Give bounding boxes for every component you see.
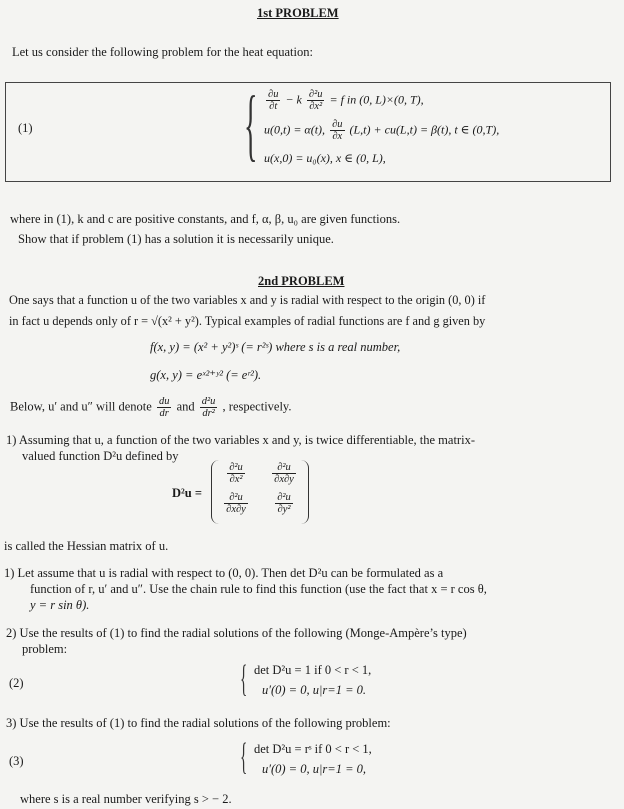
- left-brace-icon: {: [244, 81, 258, 169]
- hessian-label: D²u =: [172, 486, 202, 500]
- system2-label: (2): [9, 676, 24, 690]
- problem2-line1: One says that a function u of the two variables x and y is radial with respect to the origin (0, 0) if: [9, 293, 486, 307]
- matrix-cell-xx: $\frac{\text{∂²u}}{\text{∂x²}}$: [229, 462, 243, 485]
- system3-label: (3): [9, 754, 24, 768]
- equation-label: (1): [18, 121, 33, 135]
- matrix-cell-yy: $\frac{\text{∂²u}}{\text{∂y²}}$: [277, 492, 291, 515]
- part1-line-c: y = r sin θ).: [30, 598, 90, 612]
- example-f: f(x, y) = (x² + y²)ˢ (= r²ˢ) where s is a real number,: [150, 340, 401, 354]
- part3-line: 3) Use the results of (1) to find the radial solutions of the following problem:: [6, 716, 391, 730]
- problem2-title: 2nd PROBLEM: [258, 274, 345, 288]
- problem1-show: Show that if problem (1) has a solution it is necessarily unique.: [18, 232, 334, 246]
- problem1-title: 1st PROBLEM: [257, 6, 339, 20]
- example-g: g(x, y) = eˣ²⁺ʸ² (= eʳ²).: [150, 368, 262, 382]
- problem1-where: where in (1), k and c are positive constants, and f, α, β, u₀ are given functions.: [10, 212, 401, 226]
- left-brace-icon: {: [240, 658, 248, 700]
- matrix-cell-yx: $\frac{\text{∂²u}}{\partial x\partial y}$: [226, 492, 246, 515]
- problem1-intro: Let us consider the following problem for the heat equation:: [12, 45, 313, 59]
- condition-on-s: where s is a real number verifying s > − 2.: [20, 792, 232, 806]
- part2-line-a: 2) Use the results of (1) to find the radial solutions of the following (Monge-Ampère’s type): [6, 626, 467, 640]
- problem2-line2: in fact u depends only of r = √(x² + y²). Typical examples of radial functions are f and g given by: [9, 314, 486, 328]
- left-brace-icon: {: [240, 736, 248, 778]
- part1-line-b: function of r, u′ and u″. Use the chain rule to find this function (use the fact that x = r cos θ,: [30, 582, 487, 596]
- part1-line-a: 1) Let assume that u is radial with respect to (0, 0). Then det D²u can be formulated as a: [4, 566, 444, 580]
- question1-line-b: valued function D²u defined by: [22, 449, 179, 463]
- hessian-matrix: [211, 460, 309, 524]
- equation-box: [5, 82, 611, 182]
- initial-condition: u(x,0) = u₀(x), x ∈ (0, L),: [264, 151, 386, 165]
- part2-line-b: problem:: [22, 642, 68, 656]
- question1-line-a: 1) Assuming that u, a function of the two variables x and y, is twice differentiable, the matrix-: [6, 433, 475, 447]
- system2-eq2: u′(0) = 0, u|r=1 = 0.: [262, 683, 367, 697]
- notation-line: Below, u′ and u″ will denote $\frac{du}{dr}$ and $\frac{\text{d²u}}{\text{dr²}}$ , respectively.: [10, 396, 292, 419]
- system3-eq2: u′(0) = 0, u|r=1 = 0,: [262, 762, 367, 776]
- system3-eq1: det D²u = rˢ if 0 < r < 1,: [254, 742, 372, 756]
- boundary-condition: u(0,t) = α(t), $\frac{\partial u}{\partial x}$ (L,t) + cu(L,t) = β(t), t ∈ (0,T),: [264, 119, 500, 142]
- matrix-cell-xy: $\frac{\text{∂²u}}{\partial x\partial y}$: [274, 462, 294, 485]
- hessian-caption: is called the Hessian matrix of u.: [4, 539, 169, 553]
- system2-eq1: det D²u = 1 if 0 < r < 1,: [254, 663, 372, 677]
- equation-system: [244, 81, 614, 172]
- heat-equation: $\frac{\partial u}{\partial t}$ − k $\frac{\text{∂²u}}{\text{∂x²}}$ = f in (0, L)×(0, T),: [268, 89, 424, 112]
